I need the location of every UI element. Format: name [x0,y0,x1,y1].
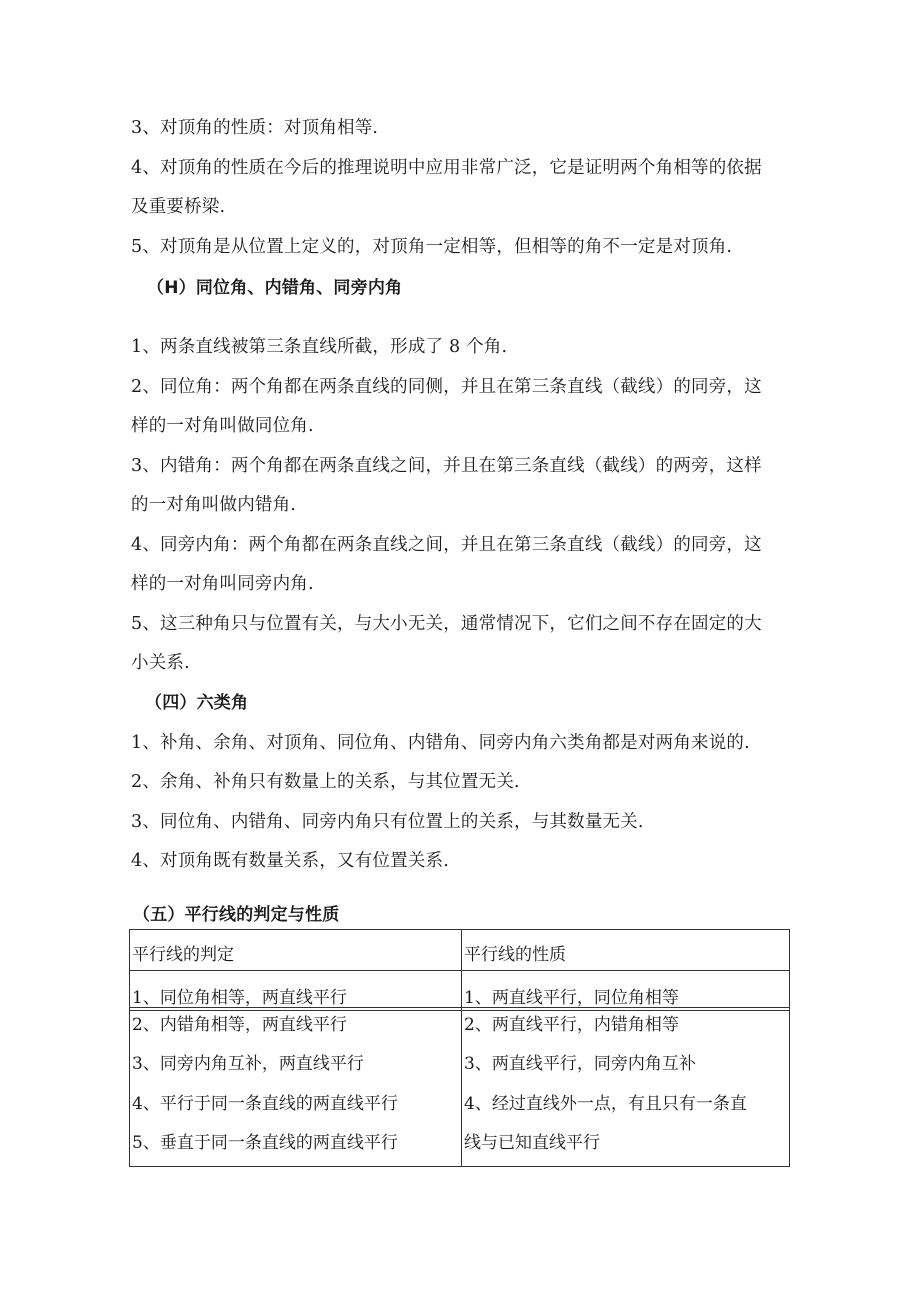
table-header-divider [130,970,789,971]
section4-line-1: 1、补角、余角、对顶角、同位角、内错角、同旁内角六类角都是对两角来说的. [131,733,750,753]
section3-line-5: 的一对角叫做内错角. [131,495,297,515]
intro-line-4: 5、对顶角是从位置上定义的，对顶角一定相等，但相等的角不一定是对顶角. [131,237,733,257]
section3-line-3: 样的一对角叫做同位角. [131,416,314,436]
table-row-divider-double [130,1010,789,1011]
table-header-criteria: 平行线的判定 [132,945,234,965]
criteria-item-5: 5、垂直于同一条直线的两直线平行 [132,1133,398,1153]
criteria-item-1: 1、同位角相等，两直线平行 [132,988,347,1008]
section4-line-3: 3、同位角、内错角、同旁内角只有位置上的关系，与其数量无关. [131,812,644,832]
section3-heading: （H）同位角、内错角、同旁内角 [147,278,403,298]
property-item-1: 1、两直线平行，同位角相等 [464,988,679,1008]
section4-line-2: 2、余角、补角只有数量上的关系，与其位置无关. [131,772,520,792]
section4-line-4: 4、对顶角既有数量关系，又有位置关系. [131,851,449,871]
section4-heading: （四）六类角 [145,693,249,713]
parallel-lines-table [129,929,790,1167]
section3-line-4: 3、内错角：两个角都在两条直线之间，并且在第三条直线（截线）的两旁，这样 [131,456,762,476]
section5-heading: （五）平行线的判定与性质 [133,905,340,925]
section3-line-7: 样的一对角叫同旁内角. [131,574,314,594]
section3-line-8: 5、这三种角只与位置有关，与大小无关，通常情况下，它们之间不存在固定的大 [131,614,762,634]
criteria-item-3: 3、同旁内角互补，两直线平行 [132,1054,364,1074]
section3-line-6: 4、同旁内角：两个角都在两条直线之间，并且在第三条直线（截线）的同旁，这 [131,535,762,555]
property-item-2: 2、两直线平行，内错角相等 [464,1015,679,1035]
criteria-item-2: 2、内错角相等，两直线平行 [132,1015,347,1035]
property-item-4: 4、经过直线外一点，有且只有一条直 [464,1094,747,1114]
section3-line-9: 小关系. [131,653,190,673]
section3-line-2: 2、同位角：两个角都在两条直线的同侧，并且在第三条直线（截线）的同旁，这 [131,377,762,397]
section3-line-1: 1、两条直线被第三条直线所截，形成了 8 个角. [131,337,508,357]
property-item-3: 3、两直线平行，同旁内角互补 [464,1054,696,1074]
property-item-4-cont: 线与已知直线平行 [464,1133,600,1153]
criteria-item-4: 4、平行于同一条直线的两直线平行 [132,1094,398,1114]
intro-line-2: 4、对顶角的性质在今后的推理说明中应用非常广泛，它是证明两个角相等的依据 [131,158,762,178]
intro-line-3: 及重要桥梁. [131,197,226,217]
table-header-properties: 平行线的性质 [464,945,566,965]
table-column-divider [461,930,462,1166]
intro-line-1: 3、对顶角的性质：对顶角相等. [131,118,379,138]
